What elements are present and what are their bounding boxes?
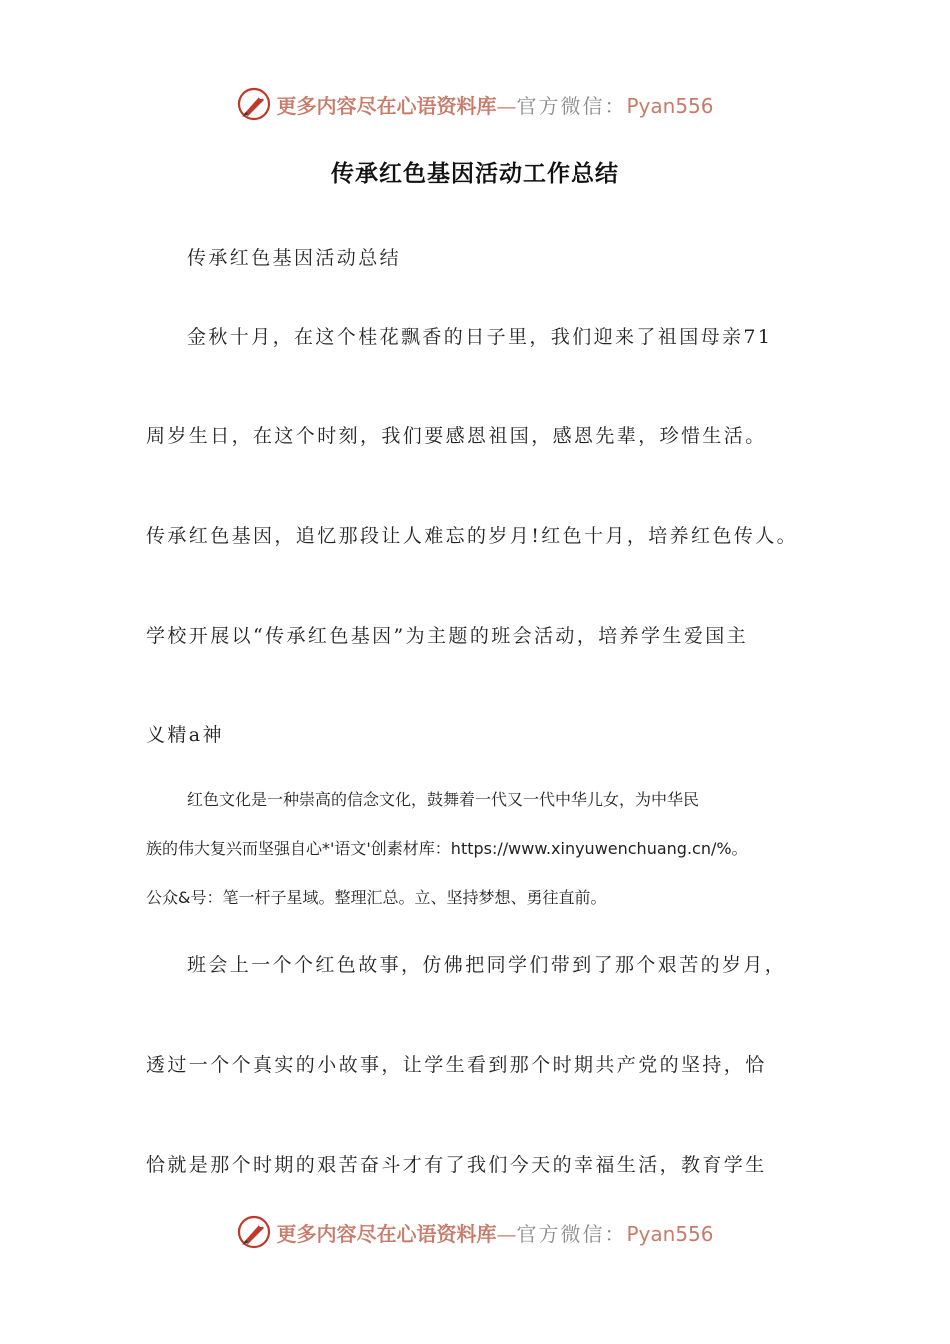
header-wechat-id: Pyan556 <box>626 93 714 118</box>
insert-line: 族的伟大复兴而坚强自心*'语文'创素材库：https://www.xinyuwenchuang.cn/%。 <box>146 839 748 858</box>
paragraph-line: 金秋十月，在这个桂花飘香的日子里，我们迎来了祖国母亲71 <box>187 326 773 348</box>
document-subtitle: 传承红色基因活动总结 <box>187 247 402 269</box>
paragraph-line: 周岁生日，在这个时刻，我们要感恩祖国，感恩先辈，珍惜生活。 <box>146 425 767 447</box>
paragraph-line: 义精a神 <box>146 724 224 746</box>
footer-banner-text <box>276 1218 713 1247</box>
header-wechat-label: 官方微信： <box>516 93 627 118</box>
document-title: 传承红色基因活动工作总结 <box>331 161 619 187</box>
paragraph-line: 恰就是那个时期的艰苦奋斗才有了我们今天的幸福生活，教育学生 <box>146 1154 767 1176</box>
insert-line: 红色文化是一种崇高的信念文化，鼓舞着一代又一代中华儿女，为中华民 <box>187 790 700 809</box>
insert-line: 公众&号：笔一杆子星域。整理汇总。立、坚持梦想、勇往直前。 <box>146 888 607 907</box>
footer-dash: — <box>496 1221 517 1246</box>
footer-wechat-id: Pyan556 <box>626 1221 714 1246</box>
footer-wechat-label: 官方微信： <box>516 1221 627 1246</box>
header-banner <box>0 82 950 126</box>
footer-banner <box>0 1210 950 1254</box>
header-site-text: 更多内容尽在心语资料库 <box>276 93 497 118</box>
paragraph-line: 学校开展以“传承红色基因”为主题的班会活动，培养学生爱国主 <box>146 625 749 647</box>
pen-logo-icon <box>236 1214 272 1250</box>
paragraph-line: 透过一个个真实的小故事，让学生看到那个时期共产党的坚持，恰 <box>146 1054 767 1076</box>
paragraph-line: 班会上一个个红色故事，仿佛把同学们带到了那个艰苦的岁月， <box>187 954 787 976</box>
pen-logo-icon <box>236 86 272 122</box>
footer-site-text: 更多内容尽在心语资料库 <box>276 1221 497 1246</box>
header-banner-text <box>276 90 713 119</box>
header-dash: — <box>496 93 517 118</box>
paragraph-line: 传承红色基因，追忆那段让人难忘的岁月!红色十月，培养红色传人。 <box>146 525 799 547</box>
